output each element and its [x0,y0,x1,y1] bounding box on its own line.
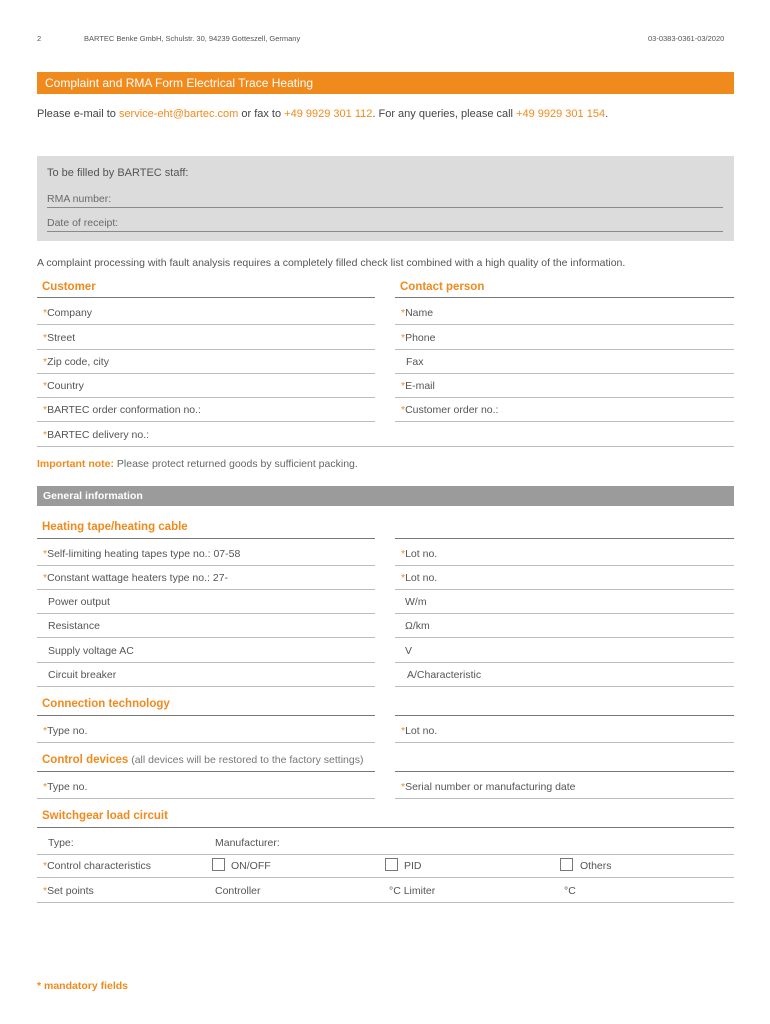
customer-order-number-field[interactable]: *Customer order no.: [395,401,734,422]
document-code: 03-0383-0361-03/2020 [648,34,725,43]
delivery-number-field[interactable]: *BARTEC delivery no.: [37,426,734,447]
staff-box-title: To be filled by BARTEC staff: [47,167,189,179]
voltage-unit-field[interactable]: V [395,642,734,663]
important-note-text: Please protect returned goods by sufficient packing. [114,458,358,470]
others-label: Others [580,860,612,872]
intro-text-3: . For any queries, please call [372,108,517,120]
others-checkbox[interactable] [560,858,573,871]
breaker-characteristic-field[interactable]: A/Characteristic [395,666,734,687]
contact-phone-field[interactable]: *Phone [395,329,734,350]
on-off-checkbox[interactable] [212,858,225,871]
staff-only-box [37,156,734,241]
control-type-field[interactable]: *Type no. [37,778,375,799]
customer-heading: Customer [42,281,96,293]
circuit-breaker-field[interactable]: Circuit breaker [37,666,375,687]
celsius-label: °C [564,885,576,897]
date-of-receipt-field[interactable]: Date of receipt: [47,217,723,232]
heating-lot-number-1[interactable]: *Lot no. [395,545,734,566]
fax-number: +49 9929 301 112 [284,108,373,120]
checklist-note: A complaint processing with fault analysis requires a completely filled check list combined with a high quality of the information. [37,257,626,269]
page-number: 2 [37,34,42,43]
power-output-field[interactable]: Power output [37,593,375,614]
customer-country-field[interactable]: *Country [37,377,375,398]
mandatory-fields-note: * mandatory fields [37,980,129,992]
supply-voltage-field[interactable]: Supply voltage AC [37,642,375,663]
switchgear-type-label: Type: [48,837,74,849]
customer-company-field[interactable]: *Company [37,304,375,325]
switchgear-heading: Switchgear load circuit [42,810,168,822]
pid-label: PID [404,860,422,872]
contact-rule [395,297,734,298]
resistance-field[interactable]: Resistance [37,617,375,638]
control-characteristics-label: Control characteristics [47,860,151,872]
order-confirmation-field[interactable]: *BARTEC order conformation no.: [37,401,375,422]
connection-rule-right [395,715,734,716]
set-points-label: Set points [47,885,94,897]
on-off-label: ON/OFF [231,860,271,872]
limiter-label: °C Limiter [389,885,436,897]
pid-checkbox[interactable] [385,858,398,871]
phone-number: +49 9929 301 154 [516,108,606,120]
switchgear-rule [37,827,734,828]
contact-name-field[interactable]: *Name [395,304,734,325]
constant-wattage-type-field[interactable]: *Constant wattage heaters type no.: 27- [37,569,375,590]
serial-number-field[interactable]: *Serial number or manufacturing date [395,778,734,799]
set-points-row[interactable]: *Set points Controller °C Limiter °C [37,882,734,903]
connection-type-field[interactable]: *Type no. [37,722,375,743]
contact-email-field[interactable]: *E-mail [395,377,734,398]
control-rule-left [37,771,375,772]
heating-cable-heading: Heating tape/heating cable [42,521,188,533]
intro-text-2: or fax to [238,108,285,120]
intro-text-4: . [605,108,609,120]
control-devices-subtitle: (all devices will be restored to the factory settings) [128,754,364,766]
contact-fax-field[interactable]: Fax [395,353,734,374]
customer-street-field[interactable]: *Street [37,329,375,350]
self-limiting-type-field[interactable]: *Self-limiting heating tapes type no.: 07-58 [37,545,375,566]
switchgear-type-row[interactable] [37,834,734,855]
power-unit-field[interactable]: W/m [395,593,734,614]
customer-zip-city-field[interactable]: *Zip code, city [37,353,375,374]
heating-lot-number-2[interactable]: *Lot no. [395,569,734,590]
connection-lot-field[interactable]: *Lot no. [395,722,734,743]
connection-rule-left [37,715,375,716]
contact-person-heading: Contact person [400,281,485,293]
intro-text-1: Please e-mail to [37,108,119,120]
controller-label: Controller [215,885,261,897]
heating-rule-right [395,538,734,539]
important-note [37,458,358,470]
important-note-label: Important note: [37,458,114,470]
customer-rule [37,297,375,298]
form-title-banner: Complaint and RMA Form Electrical Trace Heating [37,72,734,94]
email-link[interactable]: service-eht@bartec.com [118,108,239,120]
general-information-bar: General information [37,486,734,506]
rma-number-field[interactable]: RMA number: [47,193,723,208]
company-address: BARTEC Benke GmbH, Schulstr. 30, 94239 Gotteszell, Germany [84,34,301,43]
manufacturer-label: Manufacturer: [215,837,280,849]
connection-technology-heading: Connection technology [42,698,170,710]
heating-rule-left [37,538,375,539]
control-devices-heading: Control devices (all devices will be restored to the factory settings) [42,754,364,766]
resistance-unit-field[interactable]: Ω/km [395,617,734,638]
control-characteristics-row: *Control characteristics ON/OFF PID Others [37,857,734,878]
contact-instructions [37,108,608,120]
control-rule-right [395,771,734,772]
